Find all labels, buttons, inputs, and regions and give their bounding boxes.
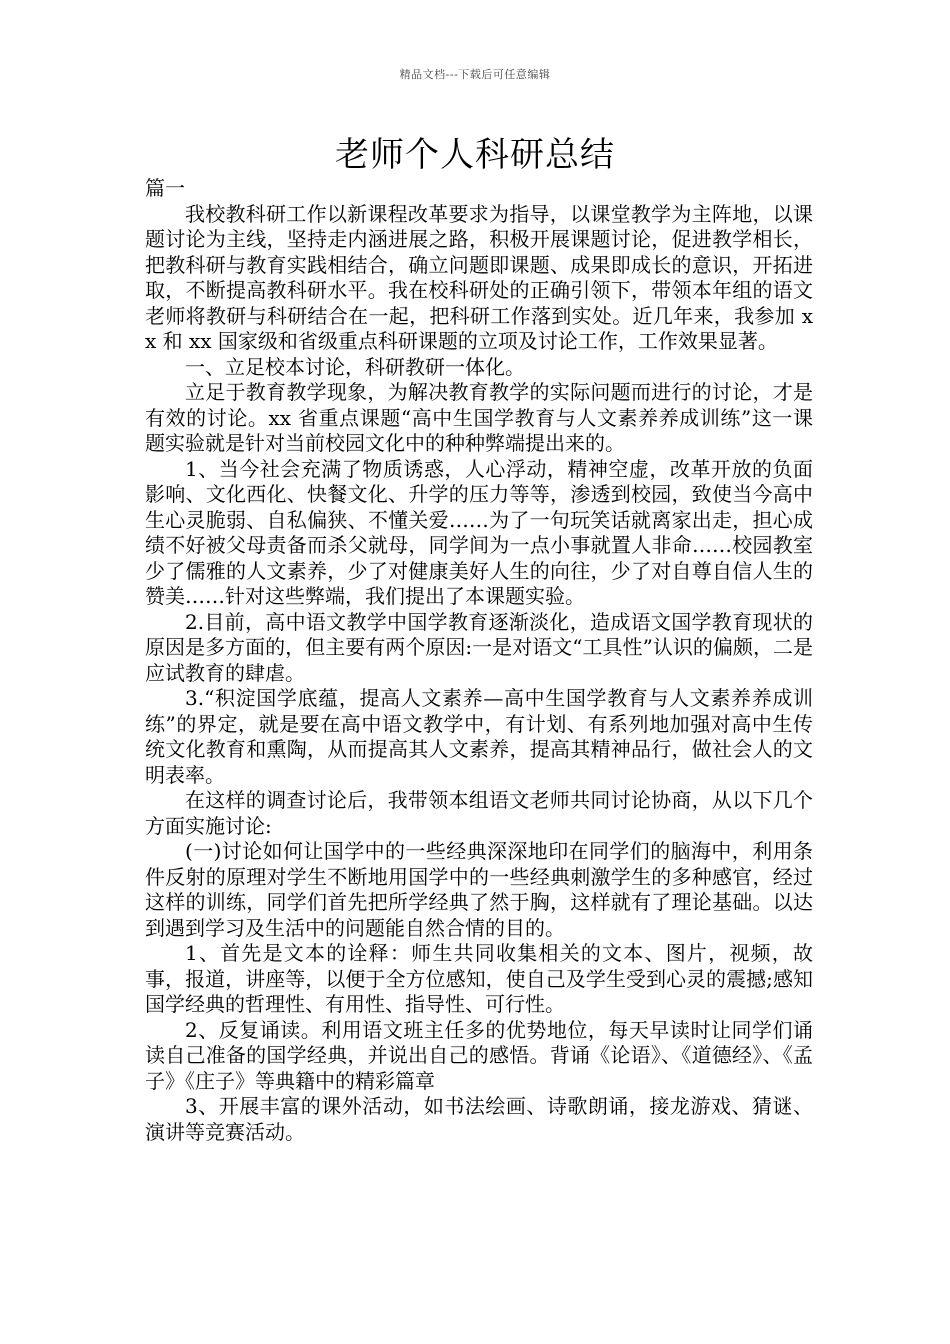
paragraph: 1、首先是文本的诠释：师生共同收集相关的文本、图片，视频，故事，报道，讲座等，以便于全方位感知，使自己及学生受到心灵的震撼;感知国学经典的哲理性、有用性、指导性、可行性。 — [145, 941, 813, 1016]
paragraph-intro: 我校教科研工作以新课程改革要求为指导，以课堂教学为主阵地，以课题讨论为主线，坚持走内涵进展之路，积极开展课题讨论，促进教学相长，把教科研与教育实践相结合，确立问题即课题、成果即成长的意识，开拓进取，不断提高教科研水平。我在校科研处的正确引领下，带领本年组的语文老师将教研与科研结合在一起，把科研工作落到实处。近几年来，我参加 xx 和 xx 国家级和省级重点科研课题的立项及讨论工作，工作效果显著。 — [145, 201, 813, 353]
paragraph: 2.目前，高中语文教学中国学教育逐渐淡化，造成语文国学教育现状的原因是多方面的，但主要有两个原因:一是对语文“工具性”认识的偏颇，二是应试教育的肆虐。 — [145, 609, 813, 685]
paragraph: 3、开展丰富的课外活动，如书法绘画、诗歌朗诵，接龙游戏、猜谜、演讲等竞赛活动。 — [145, 1094, 813, 1144]
paragraph: 2、反复诵读。利用语文班主任多的优势地位，每天早读时让同学们诵读自己准备的国学经典，并说出自己的感悟。背诵《论语》、《道德经》、《孟子》《庄子》等典籍中的精彩篇章 — [145, 1017, 813, 1093]
document-body — [145, 176, 813, 1145]
heading-one: 一、立足校本讨论，科研教研一体化。 — [185, 354, 525, 379]
section-label: 篇一 — [145, 176, 185, 200]
paragraph: 立足于教育教学现象，为解决教育教学的实际问题而进行的讨论，才是有效的讨论。xx 省重点课题“高中生国学教育与人文素养养成训练”这一课题实验就是针对当前校园文化中的种种弊端提出来的。 — [145, 380, 813, 455]
document-title: 老师个人科研总结 — [335, 135, 615, 175]
paragraph: 1、当今社会充满了物质诱惑，人心浮动，精神空虚，改革开放的负面影响、文化西化、快餐文化、升学的压力等等，渗透到校园，致使当今高中生心灵脆弱、自私偏狭、不懂关爱……为了一句玩笑话就离家出走，担心成绩不好被父母责备而杀父就母，同学间为一点小事就置人非命……校园教室少了儒雅的人文素养，少了对健康美好人生的向往，少了对自尊自信人生的赞美……针对这些弊端，我们提出了本课题实验。 — [145, 456, 813, 608]
header-note: 精品文档---下载后可任意编辑 — [399, 68, 551, 81]
paragraph: (一)讨论如何让国学中的一些经典深深地印在同学们的脑海中，利用条件反射的原理对学生不断地用国学中的一些经典刺激学生的多种感官，经过这样的训练，同学们首先把所学经典了然于胸，这样就有了理论基础。以达到遇到学习及生活中的问题能自然合情的目的。 — [145, 839, 813, 940]
paragraph: 3.“积淀国学底蕴，提高人文素养—高中生国学教育与人文素养养成训练”的界定，就是要在高中语文教学中，有计划、有系列地加强对高中生传统文化教育和熏陶，从而提高其人文素养，提高其精神品行，做社会人的文明表率。 — [145, 686, 813, 787]
paragraph: 在这样的调查讨论后，我带领本组语文老师共同讨论协商，从以下几个方面实施讨论: — [145, 788, 813, 838]
